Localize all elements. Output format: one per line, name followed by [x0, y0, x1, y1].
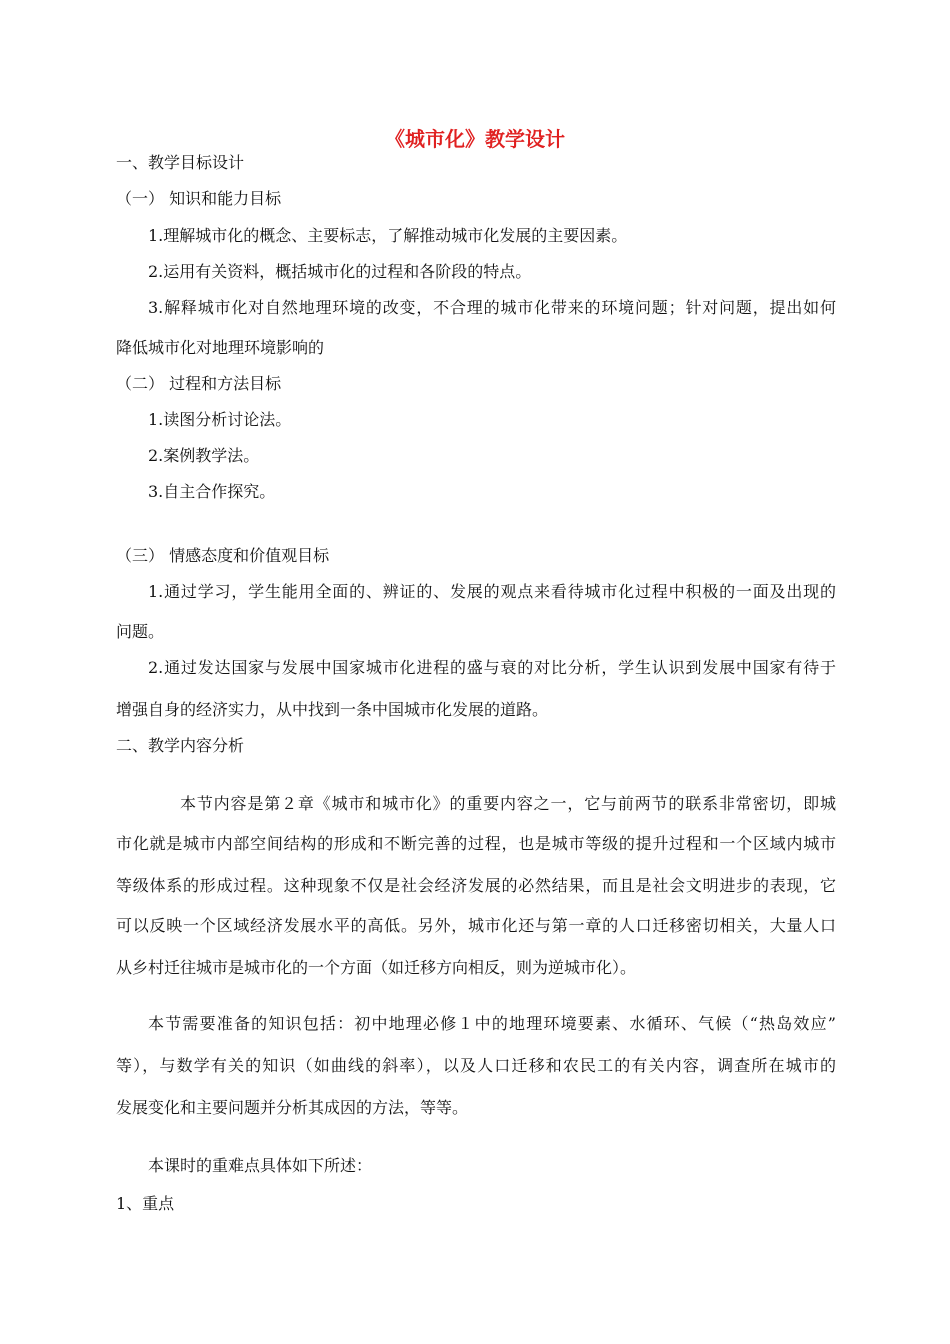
values-item-2-line-2: 增强自身的经济实力，从中找到一条中国城市化发展的道路。: [116, 700, 549, 719]
process-item-1: 1.读图分析讨论法。: [148, 410, 292, 429]
subsection-heading-knowledge: （一） 知识和能力目标: [116, 189, 282, 208]
document-title: 《城市化》教学设计: [385, 127, 565, 151]
values-item-2-line-1: 2.通过发达国家与发展中国家城市化进程的盛与衰的对比分析，学生认识到发展中国家有待于: [148, 658, 836, 677]
section-heading-content-analysis: 二、教学内容分析: [116, 736, 245, 755]
goal-item-3-line-2: 降低城市化对地理环境影响的: [116, 338, 325, 357]
section-heading-teaching-goals: 一、教学目标设计: [116, 153, 245, 172]
paragraph-1-line-4: 可以反映一个区域经济发展水平的高低。另外，城市化还与第一章的人口迁移密切相关，大量人口: [116, 916, 836, 935]
values-item-1-line-2: 问题。: [116, 622, 165, 641]
key-point-heading: 1、重点: [116, 1194, 175, 1213]
process-item-3: 3.自主合作探究。: [148, 482, 276, 501]
process-item-2: 2.案例教学法。: [148, 446, 260, 465]
paragraph-2-line-1: 本节需要准备的知识包括：初中地理必修１中的地理环境要素、水循环、气候（“热岛效应”: [148, 1014, 836, 1033]
goal-item-3-line-1: 3.解释城市化对自然地理环境的改变，不合理的城市化带来的环境问题；针对问题，提出如何: [148, 298, 836, 317]
paragraph-3: 本课时的重难点具体如下所述：: [148, 1156, 373, 1175]
paragraph-1-line-5: 从乡村迁往城市是城市化的一个方面（如迁移方向相反，则为逆城市化）。: [116, 958, 637, 977]
paragraph-2-line-3: 发展变化和主要问题并分析其成因的方法，等等。: [116, 1098, 469, 1117]
goal-item-2: 2.运用有关资料，概括城市化的过程和各阶段的特点。: [148, 262, 532, 281]
paragraph-1-line-1: 本节内容是第２章《城市和城市化》的重要内容之一，它与前两节的联系非常密切，即城: [180, 794, 836, 813]
goal-item-1: 1.理解城市化的概念、主要标志，了解推动城市化发展的主要因素。: [148, 226, 628, 245]
paragraph-2-line-2: 等），与数学有关的知识（如曲线的斜率），以及人口迁移和农民工的有关内容，调查所在城市的: [116, 1056, 836, 1075]
subsection-heading-process: （二） 过程和方法目标: [116, 374, 282, 393]
paragraph-1-line-3: 等级体系的形成过程。这种现象不仅是社会经济发展的必然结果，而且是社会文明进步的表现，它: [116, 876, 836, 895]
values-item-1-line-1: 1.通过学习，学生能用全面的、辨证的、发展的观点来看待城市化过程中积极的一面及出现的: [148, 582, 836, 601]
paragraph-1-line-2: 市化就是城市内部空间结构的形成和不断完善的过程，也是城市等级的提升过程和一个区域内城市: [116, 834, 836, 853]
subsection-heading-values: （三） 情感态度和价值观目标: [116, 546, 330, 565]
